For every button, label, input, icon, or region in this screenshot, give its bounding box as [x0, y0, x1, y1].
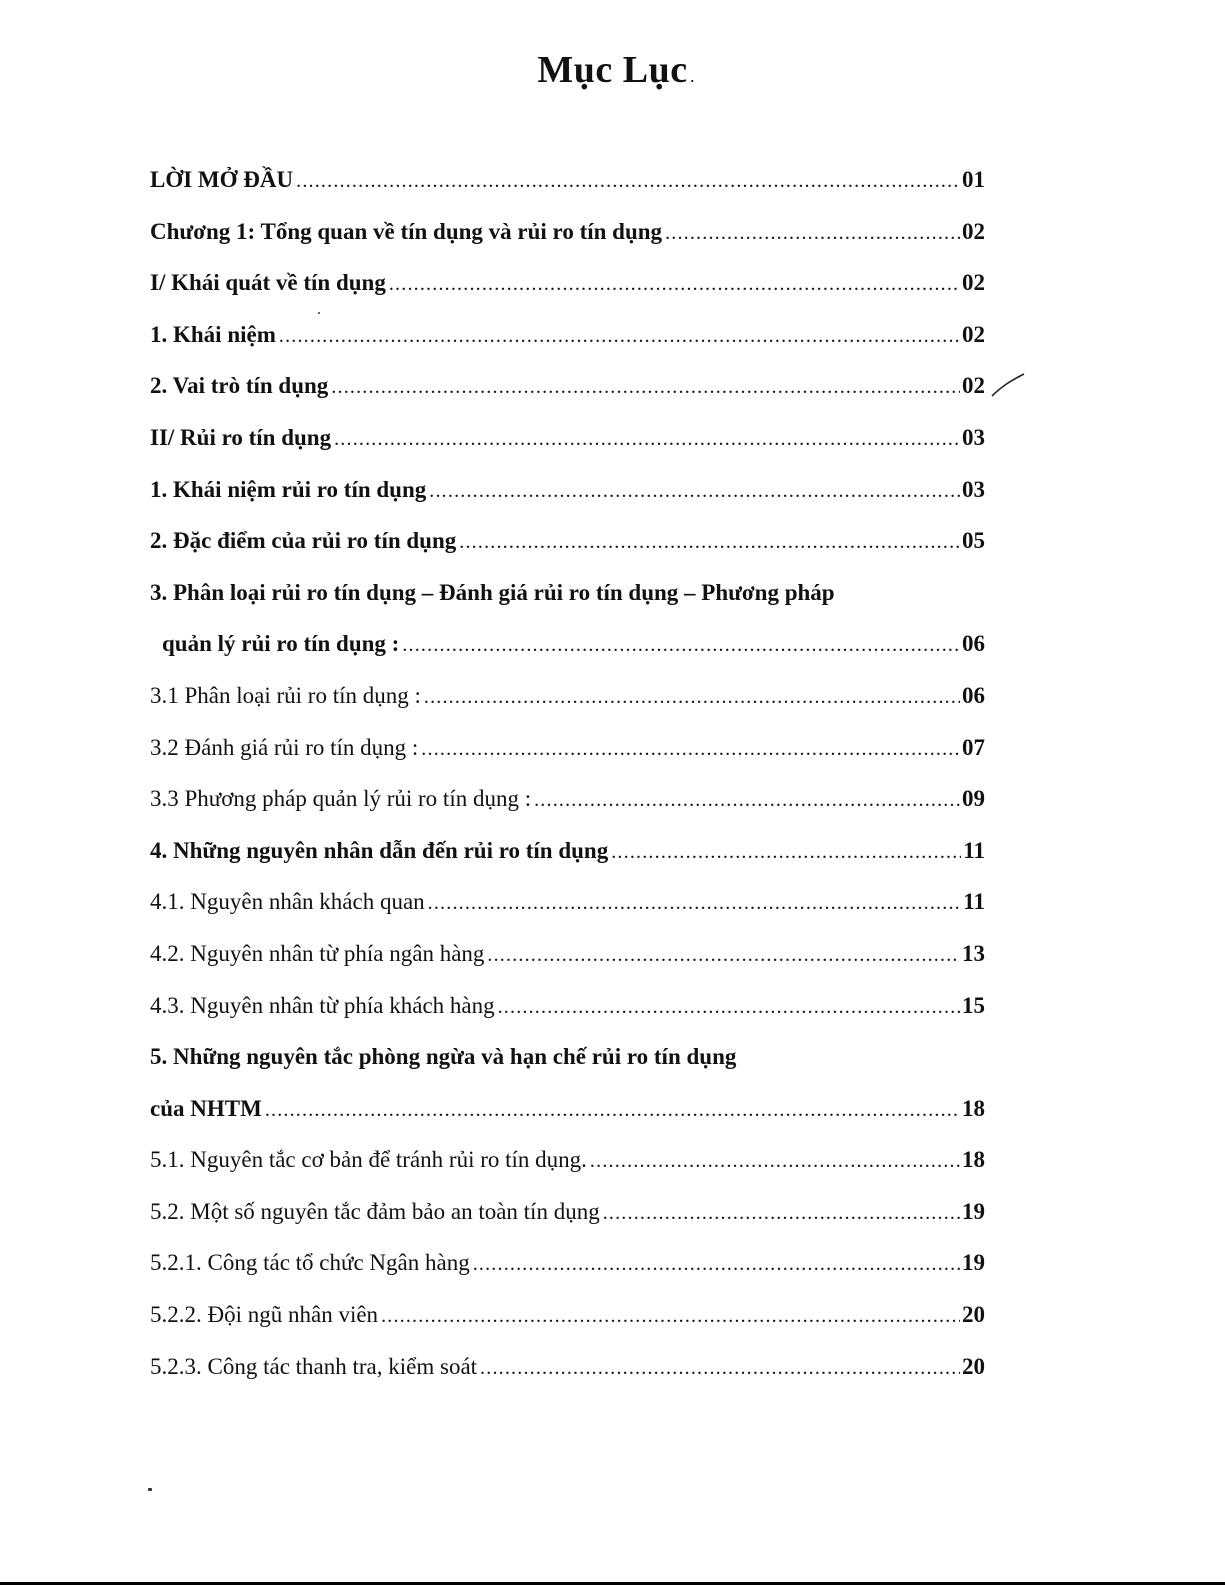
toc-entry [150, 831, 985, 883]
toc-entry [150, 366, 985, 418]
dot-leader [381, 1296, 960, 1336]
toc-entry-title: 4.2. Nguyên nhân từ phía ngân hàng [150, 940, 485, 966]
toc-entry-title: 1. Khái niệm [150, 321, 276, 347]
toc-entry [150, 934, 985, 986]
toc-entry-title: 1. Khái niệm rủi ro tín dụng [150, 476, 427, 502]
toc-entry-title: 3.3 Phương pháp quản lý rủi ro tín dụng : [150, 786, 532, 812]
toc-entry [150, 1295, 985, 1347]
toc-entry-page: 19 [962, 1198, 985, 1224]
dot-leader [665, 213, 960, 253]
toc-entry-page: 03 [962, 476, 985, 502]
toc-entry-title: 4.3. Nguyên nhân từ phía khách hàng [150, 992, 495, 1018]
toc-entry-page: 02 [962, 270, 985, 296]
toc-entry-title: 2. Đặc điểm của rủi ro tín dụng [150, 528, 457, 554]
toc-entry [150, 573, 985, 625]
toc-entry [150, 263, 985, 315]
toc-entry-page: 11 [963, 889, 985, 915]
dot-leader [296, 161, 960, 201]
toc-entry-page: 11 [963, 837, 985, 863]
dot-leader [603, 1193, 960, 1233]
toc-entry-page: 06 [962, 631, 985, 657]
dot-leader [611, 832, 961, 872]
toc-entry-title: I/ Khái quát về tín dụng [150, 270, 386, 296]
toc-entry [150, 1089, 985, 1141]
scan-speck [148, 1488, 152, 1491]
toc-entry [150, 986, 985, 1038]
dot-leader [459, 522, 960, 562]
toc-entry-title: 3.2 Đánh giá rủi ro tín dụng : [150, 734, 419, 760]
toc-entry [150, 1140, 985, 1192]
toc-entry [150, 521, 985, 573]
dot-leader [331, 367, 960, 407]
dot-leader [424, 677, 960, 717]
toc-entry [150, 470, 985, 522]
toc-entry-page: 02 [962, 321, 985, 347]
toc-entry-title: LỜI MỞ ĐẦU [150, 167, 294, 192]
toc-entry [150, 1037, 985, 1089]
toc-entry-page: 18 [962, 1095, 985, 1121]
dot-leader [389, 264, 960, 304]
toc-entry [150, 315, 985, 367]
dot-leader [473, 1244, 960, 1284]
toc-entry-title: 4.1. Nguyên nhân khách quan [150, 889, 425, 915]
toc-entry-page: 02 [962, 218, 985, 244]
page-title [0, 48, 1225, 92]
toc-entry [150, 1192, 985, 1244]
toc-entry-page: 13 [962, 940, 985, 966]
toc-entry [150, 624, 985, 676]
toc-entry-title: 2. Vai trò tín dụng [150, 373, 329, 399]
toc-entry-page: 05 [962, 528, 985, 554]
toc-entry [150, 160, 985, 212]
toc-entry-title: 5.2.3. Công tác thanh tra, kiểm soát [150, 1353, 478, 1379]
toc-entry-page: 03 [962, 424, 985, 450]
toc-entry [150, 882, 985, 934]
toc-entry-title: 5.1. Nguyên tắc cơ bản để tránh rủi ro tín dụng. [150, 1147, 587, 1173]
toc-entry-page: 20 [962, 1353, 985, 1379]
dot-leader [487, 935, 960, 975]
toc-entry-title: của NHTM [150, 1095, 262, 1121]
toc-entry-page: 02 [962, 373, 985, 399]
dot-leader [279, 316, 960, 356]
toc-entry [150, 779, 985, 831]
dot-leader [265, 1090, 960, 1130]
toc-entry-page: 07 [962, 734, 985, 760]
toc-entry-title: 3. Phân loại rủi ro tín dụng – Đánh giá rủi ro tín dụng – Phương pháp [150, 579, 835, 605]
toc-entry [150, 418, 985, 470]
toc-entry-page: 20 [962, 1302, 985, 1328]
dot-leader [421, 729, 960, 769]
stray-mark: . [690, 66, 695, 86]
toc-entry-title: 5.2.1. Công tác tổ chức Ngân hàng [150, 1250, 470, 1276]
toc-entry [150, 676, 985, 728]
toc-entry [150, 1243, 985, 1295]
toc-entry-page: 01 [962, 167, 985, 192]
toc-entry [150, 212, 985, 264]
toc-entry-title: 5.2. Một số nguyên tắc đảm bảo an toàn tín dụng [150, 1198, 600, 1224]
toc-entry-title: 3.1 Phân loại rủi ro tín dụng : [150, 682, 421, 708]
toc-entry-page: 06 [962, 682, 985, 708]
toc-entry-title: Chương 1: Tổng quan về tín dụng và rủi ro tín dụng [150, 218, 663, 244]
dot-leader [429, 471, 960, 511]
dot-leader [590, 1141, 960, 1181]
dot-leader [334, 419, 960, 459]
toc-entry-page: 15 [962, 992, 985, 1018]
toc-entry-title: quản lý rủi ro tín dụng : [162, 631, 400, 657]
dot-leader [402, 625, 960, 665]
toc-entry [150, 1347, 985, 1399]
dot-leader [428, 883, 962, 923]
scan-speck [318, 312, 320, 314]
dot-leader [534, 780, 960, 820]
dot-leader [498, 987, 960, 1027]
toc-entry-page: 19 [962, 1250, 985, 1276]
toc-entry [150, 728, 985, 780]
toc-entry-title: 5. Những nguyên tắc phòng ngừa và hạn chế rủi ro tín dụng [150, 1044, 737, 1070]
toc-entry-page: 09 [962, 786, 985, 812]
toc-entry-title: 4. Những nguyên nhân dẫn đến rủi ro tín dụng [150, 837, 609, 863]
dot-leader [480, 1348, 960, 1388]
toc-entry-title: 5.2.2. Đội ngũ nhân viên [150, 1302, 379, 1328]
table-of-contents [150, 160, 985, 1398]
pen-stroke-mark [990, 372, 1026, 398]
toc-entry-page: 18 [962, 1147, 985, 1173]
page-title-text: Mục Lục [537, 49, 688, 91]
toc-entry-title: II/ Rủi ro tín dụng [150, 424, 332, 450]
